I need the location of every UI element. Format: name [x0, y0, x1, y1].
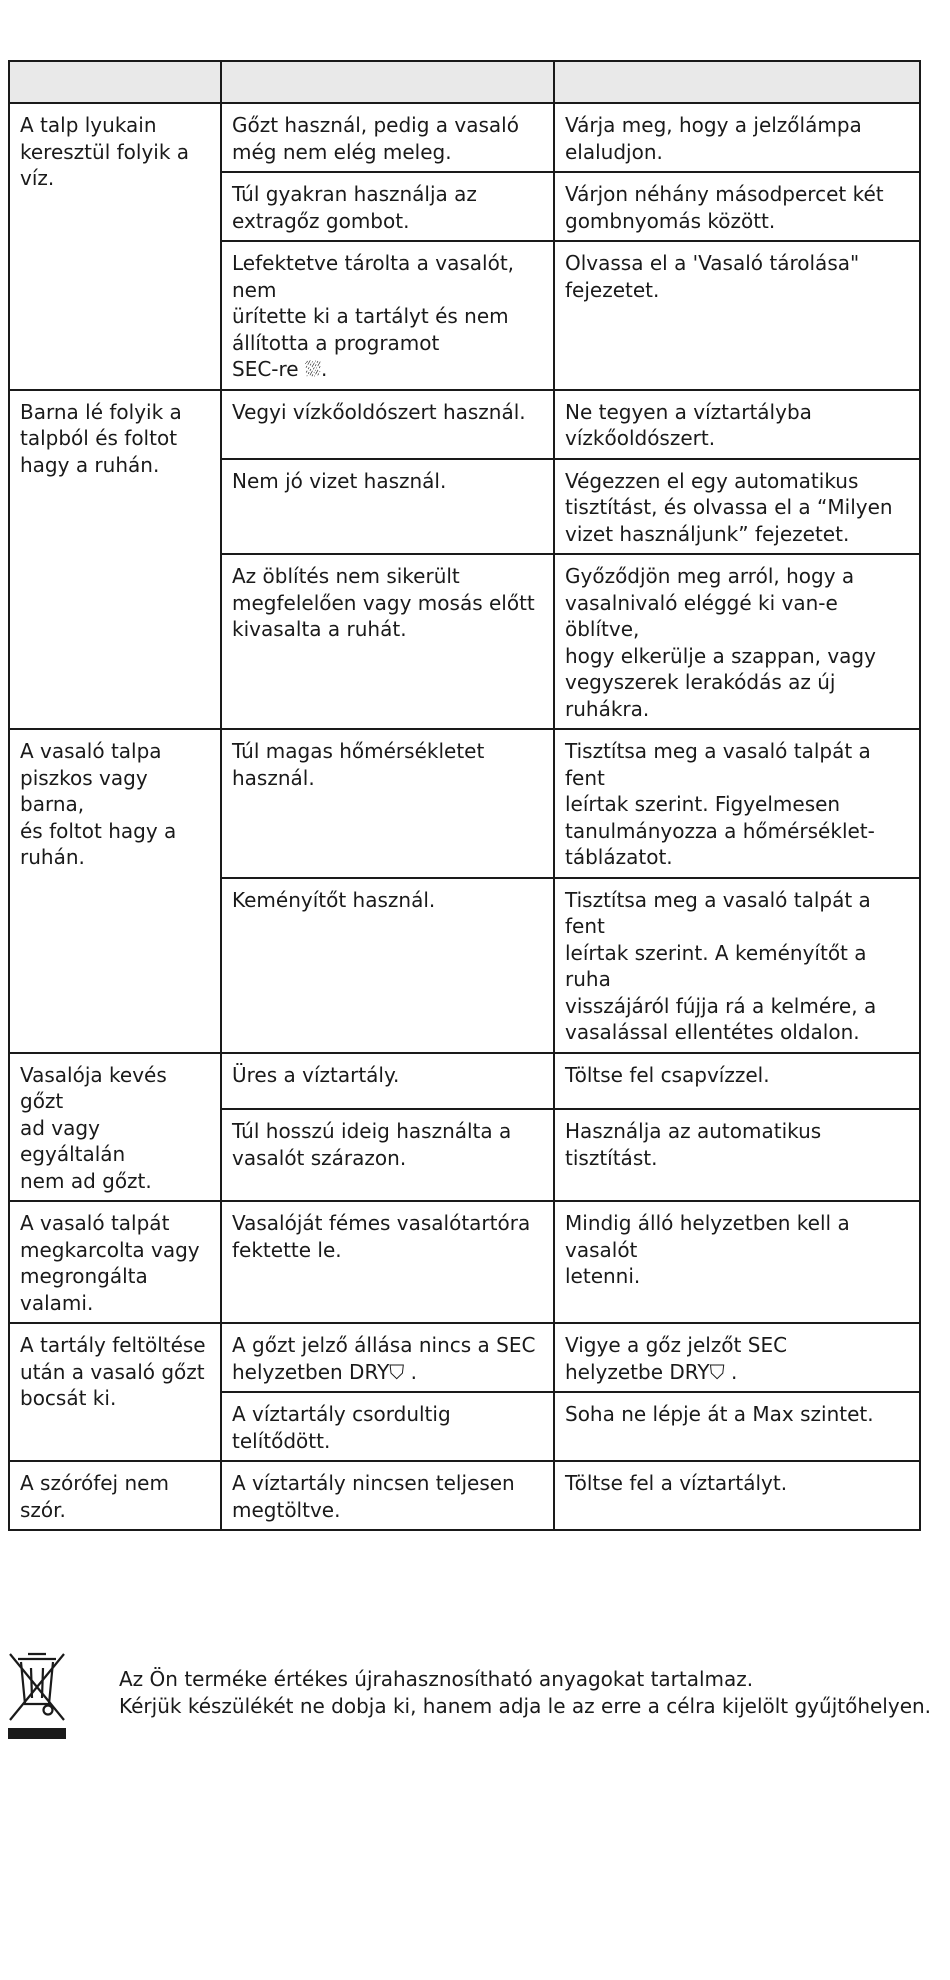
table-row	[9, 103, 920, 172]
table-row	[9, 1323, 920, 1392]
recycling-note	[119, 1666, 931, 1720]
solution-cell: Olvassa el a 'Vasaló tárolása" fejezetet.	[554, 241, 920, 390]
solution-cell: Várjon néhány másodpercet két gombnyomás között.	[554, 172, 920, 241]
cause-cell: Túl hosszú ideig használta a vasalót szárazon.	[221, 1109, 554, 1201]
solution-cell: Tisztítsa meg a vasaló talpát a fent leírtak szerint. A keményítőt a ruha visszájáról fújja rá a kelmére, a vasalással ellentétes oldalon.	[554, 878, 920, 1053]
header-cell-cause	[221, 61, 554, 103]
cause-cell: Gőzt használ, pedig a vasaló még nem elég meleg.	[221, 103, 554, 172]
problem-cell: A talp lyukain keresztül folyik a víz.	[9, 103, 221, 390]
problem-cell: Vasalója kevés gőzt ad vagy egyáltalán nem ad gőzt.	[9, 1053, 221, 1202]
problem-cell: A vasaló talpát megkarcolta vagy megrongálta valami.	[9, 1201, 221, 1323]
table-row	[9, 1201, 920, 1323]
solution-cell: Vigye a gőz jelzőt SEC helyzetbe DRY⛉ .	[554, 1323, 920, 1392]
table-row	[9, 1461, 920, 1530]
cause-cell: Túl magas hőmérsékletet használ.	[221, 729, 554, 878]
cause-cell: A gőzt jelző állása nincs a SEC helyzetben DRY⛉ .	[221, 1323, 554, 1392]
cause-cell: A víztartály nincsen teljesen megtöltve.	[221, 1461, 554, 1530]
table-header-row	[9, 61, 920, 103]
solution-cell: Ne tegyen a víztartályba vízkőoldószert.	[554, 390, 920, 459]
solution-cell: Használja az automatikus tisztítást.	[554, 1109, 920, 1201]
solution-cell: Győződjön meg arról, hogy a vasalnivaló eléggé ki van-e öblítve, hogy elkerülje a szappan, vagy vegyszerek lerakódás az új ruhákra.	[554, 554, 920, 729]
cause-cell: Keményítőt használ.	[221, 878, 554, 1053]
cause-cell: Üres a víztartály.	[221, 1053, 554, 1110]
problem-cell: A tartály feltöltése után a vasaló gőzt bocsát ki.	[9, 1323, 221, 1461]
solution-cell: Töltse fel a víztartályt.	[554, 1461, 920, 1530]
solution-cell: Töltse fel csapvízzel.	[554, 1053, 920, 1110]
cause-cell: Nem jó vizet használ.	[221, 459, 554, 555]
recycling-note-line: Kérjük készülékét ne dobja ki, hanem adja le az erre a célra kijelölt gyűjtőhelyen.	[119, 1694, 932, 1718]
table-row	[9, 729, 920, 878]
problem-cell: A vasaló talpa piszkos vagy barna, és foltot hagy a ruhán.	[9, 729, 221, 1053]
crossed-out-wheeled-bin-icon	[6, 1650, 68, 1740]
cause-cell: Lefektetve tárolta a vasalót, nem ürítette ki a tartályt és nem állította a programot SEC-re ⛆.	[221, 241, 554, 390]
solution-cell: Végezzen el egy automatikus tisztítást, és olvassa el a “Milyen vizet használjunk” fejezetet.	[554, 459, 920, 555]
cause-cell: Az öblítés nem sikerült megfelelően vagy mosás előtt kivasalta a ruhát.	[221, 554, 554, 729]
problem-cell: A szórófej nem szór.	[9, 1461, 221, 1530]
header-cell-solution	[554, 61, 920, 103]
header-cell-problem	[9, 61, 221, 103]
cause-cell: Túl gyakran használja az extragőz gombot.	[221, 172, 554, 241]
cause-cell: Vasalóját fémes vasalótartóra fektette le.	[221, 1201, 554, 1323]
table-row	[9, 1053, 920, 1110]
solution-cell: Várja meg, hogy a jelzőlámpa elaludjon.	[554, 103, 920, 172]
cause-cell: Vegyi vízkőoldószert használ.	[221, 390, 554, 459]
problem-cell: Barna lé folyik a talpból és foltot hagy a ruhán.	[9, 390, 221, 730]
table-row	[9, 390, 920, 459]
troubleshooting-table	[8, 60, 921, 1531]
solution-cell: Tisztítsa meg a vasaló talpát a fent leírtak szerint. Figyelmesen tanulmányozza a hőmérséklet- táblázatot.	[554, 729, 920, 878]
recycling-note-line: Az Ön terméke értékes újrahasznosítható anyagokat tartalmaz.	[119, 1667, 754, 1691]
solution-cell: Soha ne lépje át a Max szintet.	[554, 1392, 920, 1461]
cause-cell: A víztartály csordultig telítődött.	[221, 1392, 554, 1461]
solution-cell: Mindig álló helyzetben kell a vasalót letenni.	[554, 1201, 920, 1323]
